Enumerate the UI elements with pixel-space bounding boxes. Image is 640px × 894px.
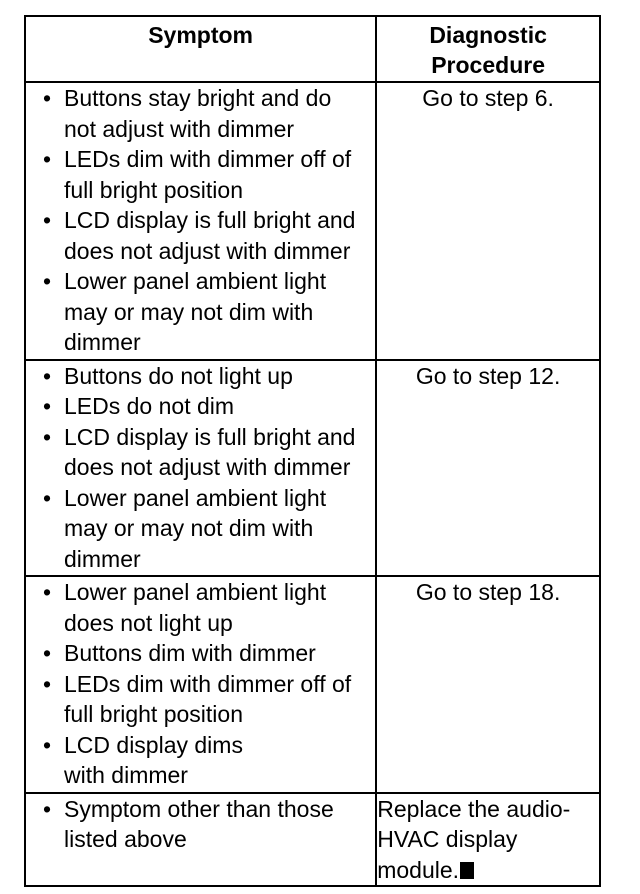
symptom-text: LCD display dims with dimmer	[64, 731, 243, 788]
bullet-icon: •	[43, 484, 52, 511]
symptom-text: LEDs do not dim	[64, 393, 235, 419]
symptom-text: LCD display is full bright and does not adjust with dimmer	[64, 207, 356, 264]
symptom-text: Lower panel ambient light may or may not dim with dimmer	[64, 268, 327, 355]
list-item	[37, 361, 375, 392]
bullet-icon: •	[43, 640, 52, 666]
end-of-section-icon	[460, 862, 474, 879]
symptom-text: LEDs dim with dimmer off of full bright position	[64, 670, 352, 727]
bullet-icon: •	[43, 670, 52, 697]
bullet-icon: •	[43, 146, 52, 172]
bullet-icon: •	[43, 579, 52, 605]
list-item	[37, 205, 375, 266]
list-item	[37, 391, 375, 422]
list-item	[37, 83, 375, 144]
procedure-cell	[376, 82, 600, 360]
list-item	[37, 266, 375, 358]
symptom-cell	[25, 793, 376, 887]
list-item	[37, 669, 375, 730]
table-row	[25, 82, 600, 360]
list-item	[37, 144, 375, 205]
symptom-text: Buttons stay bright and do not adjust with dimmer	[64, 85, 332, 142]
procedure-text: Replace the audio-HVAC display module.	[377, 795, 571, 883]
bullet-icon: •	[43, 362, 52, 389]
symptom-text: LCD display is full bright and does not adjust with dimmer	[64, 423, 356, 480]
bullet-icon: •	[43, 207, 52, 233]
bullet-icon: •	[43, 268, 52, 294]
symptom-text: Lower panel ambient light does not light up	[64, 579, 327, 636]
bullet-icon: •	[43, 423, 52, 450]
symptom-header-label: Symptom	[148, 22, 253, 48]
diagnostic-table	[24, 15, 601, 887]
bullet-icon: •	[43, 795, 52, 822]
symptom-cell	[25, 82, 376, 360]
symptom-list	[26, 794, 375, 856]
procedure-text: Go to step 12.	[415, 362, 561, 389]
list-item	[37, 577, 375, 638]
symptom-text: Buttons do not light up	[64, 362, 293, 389]
bullet-icon: •	[43, 85, 52, 111]
symptom-text: LEDs dim with dimmer off of full bright position	[64, 146, 352, 203]
table-row	[25, 576, 600, 793]
procedure-cell	[376, 576, 600, 793]
procedure-cell	[376, 793, 600, 887]
bullet-icon: •	[43, 731, 52, 758]
symptom-column-header	[25, 16, 376, 82]
list-item	[37, 483, 375, 575]
procedure-header-line1: Diagnostic	[429, 22, 547, 48]
procedure-header-line2: Procedure	[431, 52, 545, 78]
symptom-cell	[25, 576, 376, 793]
symptom-text: Buttons dim with dimmer	[64, 640, 316, 666]
list-item	[37, 422, 375, 483]
table-row	[25, 360, 600, 577]
symptom-list	[26, 577, 375, 792]
table-header-row	[25, 16, 600, 82]
procedure-column-header	[376, 16, 600, 82]
symptom-list	[26, 83, 375, 359]
symptom-text: Lower panel ambient light may or may not dim with dimmer	[64, 484, 327, 572]
procedure-text: Go to step 18.	[415, 579, 561, 605]
procedure-text: Go to step 6.	[422, 85, 554, 111]
symptom-list	[26, 361, 375, 576]
list-item	[37, 730, 375, 791]
procedure-cell	[376, 360, 600, 577]
bullet-icon: •	[43, 393, 52, 419]
symptom-text: Symptom other than those listed above	[64, 795, 334, 852]
list-item	[37, 794, 375, 855]
table-row	[25, 793, 600, 887]
symptom-cell	[25, 360, 376, 577]
list-item	[37, 638, 375, 669]
